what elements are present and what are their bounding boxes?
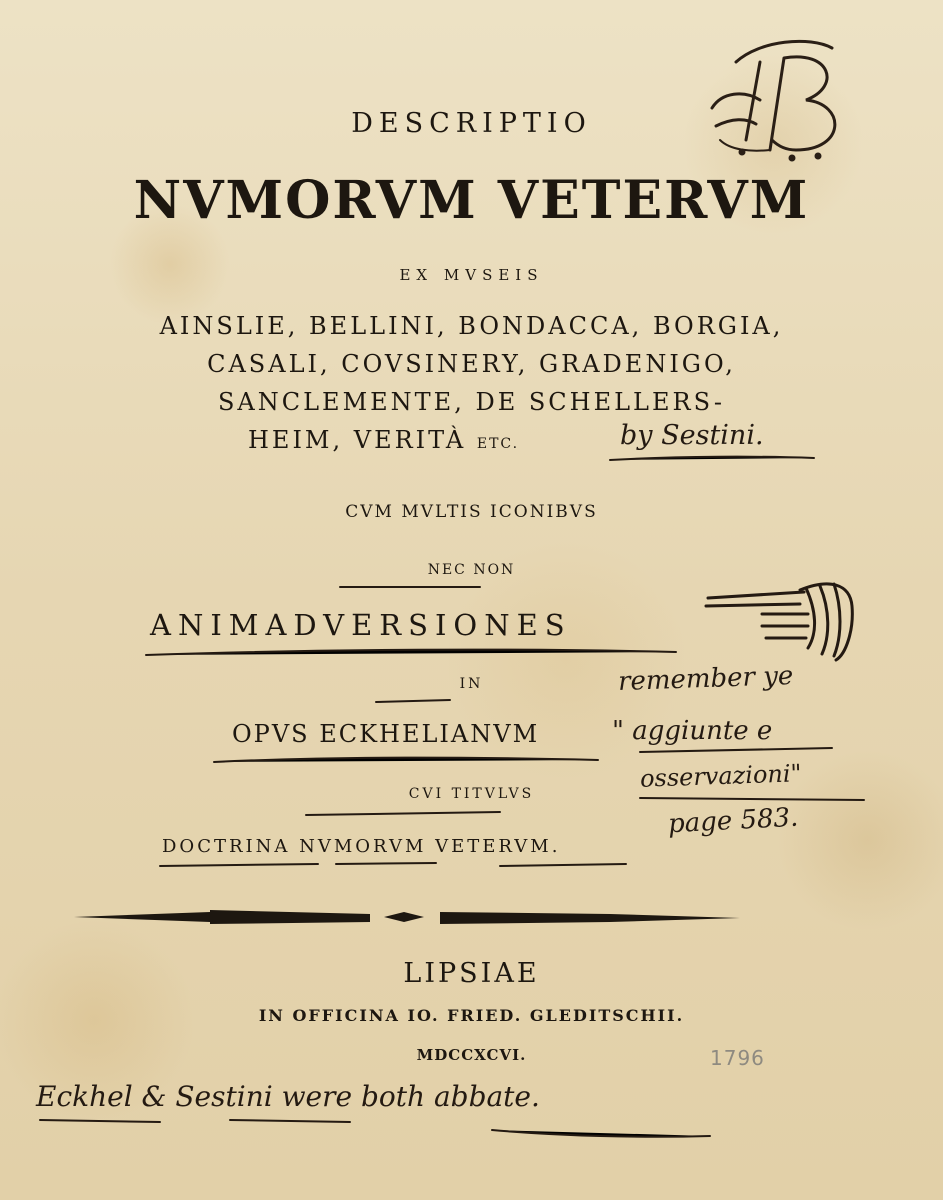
annotation-remember: remember ye (617, 660, 794, 698)
museum-line-4-text: HEIM, VERITÀ (248, 426, 467, 454)
annotation-pencil-year: 1796 (710, 1046, 765, 1070)
annotation-page-583: page 583. (667, 802, 800, 840)
museum-line-2: CASALI, COVSINERY, GRADENIGO, (207, 350, 736, 378)
annotation-aggiunte: " aggiunte e (612, 716, 773, 746)
monogram-icon (712, 41, 835, 160)
underline-osservazioni (640, 798, 864, 800)
title-main: NVMORVM VETERVM (133, 170, 810, 231)
annotation-osservazioni: osservazioni" (639, 759, 803, 793)
rule-cui-titulus (306, 812, 500, 815)
rule-doctrina (160, 863, 626, 866)
rule-in (376, 700, 450, 702)
imprint-city: LIPSIAE (403, 958, 540, 989)
line-nec-non: NEC NON (427, 562, 516, 578)
underline-by-sestini (610, 457, 814, 460)
rule-opus (214, 758, 598, 762)
line-animadversiones: ANIMADVERSIONES (150, 608, 572, 642)
underline-bottom-note (40, 1120, 710, 1137)
line-in: IN (459, 676, 484, 692)
museum-line-3: SANCLEMENTE, DE SCHELLERS- (217, 388, 725, 416)
line-cum-multis: CVM MVLTIS ICONIBVS (345, 502, 598, 522)
title-line-descriptio: DESCRIPTIO (351, 108, 592, 139)
imprint-printer: IN OFFICINA IO. FRIED. GLEDITSCHII. (258, 1006, 685, 1025)
line-doctrina: DOCTRINA NVMORVM VETERVM. (162, 836, 561, 857)
annotation-by-sestini: by Sestini. (620, 420, 764, 451)
museum-line-4-etc: ETC. (476, 436, 520, 452)
underline-aggiunte (640, 748, 832, 752)
ornamental-rule (74, 910, 740, 924)
line-cui-titulus: CVI TITVLVS (408, 786, 535, 802)
line-opus-eckhelianum: OPVS ECKHELIANVM (232, 720, 540, 748)
pointing-hand-icon (706, 584, 852, 660)
rule-animadversiones (146, 650, 676, 655)
title-ex-museis: EX MVSEIS (399, 266, 544, 284)
annotation-bottom-note: Eckhel & Sestini were both abbate. (36, 1080, 540, 1113)
museum-line-1: AINSLIE, BELLINI, BONDACCA, BORGIA, (159, 312, 784, 340)
imprint-year: MDCCXCVI. (416, 1046, 527, 1064)
